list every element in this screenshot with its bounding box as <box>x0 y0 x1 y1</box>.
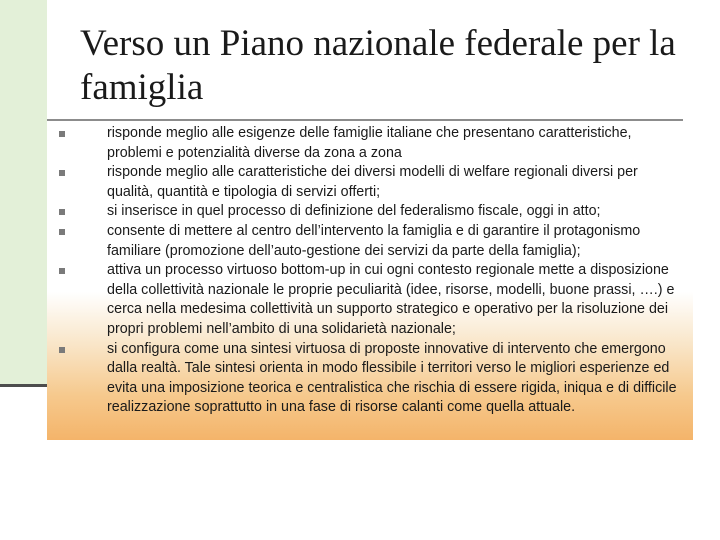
bullet-list <box>0 124 720 418</box>
bullet-text: attiva un processo virtuoso bottom-up in cui ogni contesto regionale mette a disposizione della collettività nazionale le proprie peculiarità (idee, risorse, modelli, buone prassi, ….) e cerca nella medesima collettività un supporto strategico e operativo per la risoluzione dei propri problemi nell’ambito di una solidarietà nazionale; <box>107 262 675 337</box>
bullet-text: consente di mettere al centro dell’intervento la famiglia e di garantire il protagonismo familiare (promozione dell’auto-gestione dei servizi da parte della famiglia); <box>107 222 641 259</box>
square-bullet-icon <box>59 131 65 137</box>
bullet-text: risponde meglio alle esigenze delle famiglie italiane che presentano caratteristiche, problemi e potenzialità diverse da zona a zona <box>107 125 632 161</box>
square-bullet-icon <box>59 229 65 235</box>
bullet-text: risponde meglio alle caratteristiche dei diversi modelli di welfare regionali diversi per qualità, quantità e tipologia di servizi offerti; <box>107 164 638 200</box>
bullet-item <box>0 163 679 202</box>
square-bullet-icon <box>59 268 65 274</box>
bullet-text: si inserisce in quel processo di definizione del federalismo fiscale, oggi in atto; <box>107 203 601 220</box>
bullet-text: si configura come una sintesi virtuosa di proposte innovative di intervento che emergono dalla realtà. Tale sintesi orienta in modo flessibile i territori verso le migliori esperienze ed evita una imposizione teorica e centralistica che rischia di essere rigida, iniqua e di difficile realizzazione soprattutto in una fase di risorse calanti come quella attuale. <box>107 340 677 416</box>
slide-title: Verso un Piano nazionale federale per la famiglia <box>80 23 676 108</box>
bullet-item <box>0 222 679 261</box>
title-divider <box>47 119 683 121</box>
bullet-item <box>0 202 679 222</box>
square-bullet-icon <box>59 347 65 353</box>
bullet-item <box>0 124 679 163</box>
bullet-item <box>0 261 679 339</box>
square-bullet-icon <box>59 209 65 215</box>
bullet-item <box>0 340 679 418</box>
square-bullet-icon <box>59 170 65 176</box>
